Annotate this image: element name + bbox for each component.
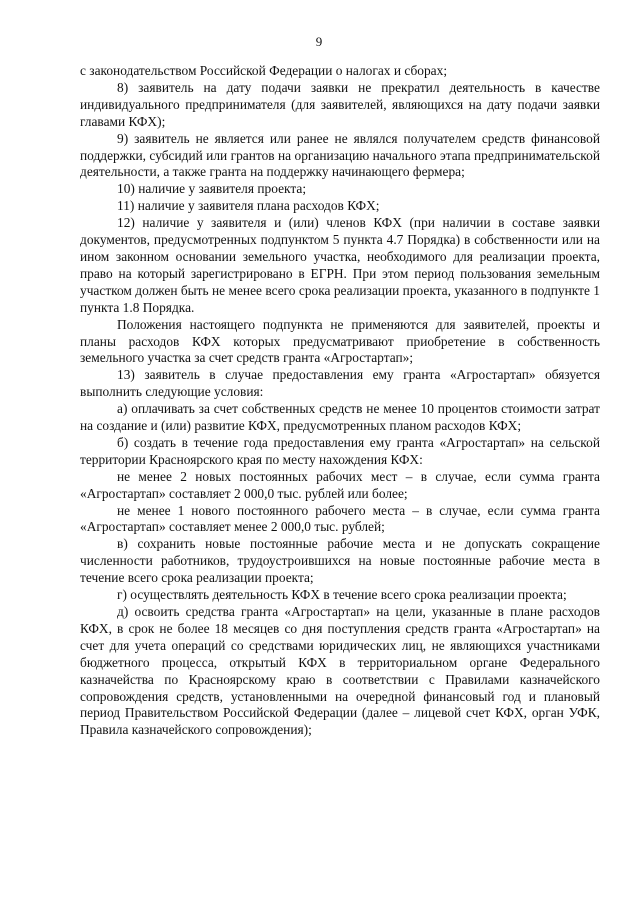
paragraph: 8) заявитель на дату подачи заявки не прекратил деятельность в качестве индивидуального предпринимателя (для заявителей, являющихся на дату подачи заявки главами КФХ);	[80, 79, 600, 129]
paragraph: 13) заявитель в случае предоставления ему гранта «Агростартап» обязуется выполнить следующие условия:	[80, 367, 600, 400]
paragraph: с законодательством Российской Федерации о налогах и сборах;	[80, 63, 448, 78]
paragraph: 12) наличие у заявителя и (или) членов КФХ (при наличии в составе заявки документов, предусмотренных подпунктом 5 пункта 4.7 Порядка) в собственности или на ином законном основании земельного участка, необходимого для реализации проекта, право на который зарегистрировано в ЕГРН. При этом период пользования земельным участком должен быть не менее всего срока реализации проекта, указанного в подпункте 1 пункта 1.8 Порядка.	[80, 215, 600, 315]
paragraph: не менее 1 нового постоянного рабочего места – в случае, если сумма гранта «Агростартап» составляет менее 2 000,0 тыс. рублей;	[80, 502, 600, 535]
paragraph: в) сохранить новые постоянные рабочие места и не допускать сокращение численности работников, трудоустроившихся на новые постоянные рабочие места в течение всего срока реализации проекта;	[80, 536, 600, 586]
paragraph: 11) наличие у заявителя плана расходов КФХ;	[117, 198, 380, 214]
paragraph: 10) наличие у заявителя проекта;	[117, 181, 307, 197]
paragraph: б) создать в течение года предоставления ему гранта «Агростартап» на сельской территории Красноярского края по месту нахождения КФХ:	[80, 434, 600, 467]
paragraph: Положения настоящего подпункта не применяются для заявителей, проекты и планы расходов КФХ которых предусматривают приобретение в собственность земельного участка за счет средств гранта «Агростартап»;	[80, 316, 600, 366]
paragraph: д) освоить средства гранта «Агростартап» на цели, указанные в плане расходов КФХ, в срок не более 18 месяцев со дня поступления средств гранта «Агростартап» на счет для учета операций со средствами юридических лиц, не являющихся участниками бюджетного процесса, открытый КФХ в территориальном органе Федерального казначейства по Красноярскому краю в соответствии с Правилами казначейского сопровождения средств, установленными на очередной финансовый год и плановый период Правительством Российской Федерации (далее – лицевой счет КФХ, орган УФК, Правила казначейского сопровождения);	[80, 604, 600, 738]
paragraph: г) осуществлять деятельность КФХ в течение всего срока реализации проекта;	[117, 587, 567, 603]
document-body	[80, 63, 600, 739]
paragraph: 9) заявитель не является или ранее не являлся получателем средств финансовой поддержки, субсидий или грантов на организацию начального этапа предпринимательской деятельности, а также гранта на поддержку начинающего фермера;	[80, 130, 600, 180]
page-number: 9	[315, 34, 323, 49]
paragraph: а) оплачивать за счет собственных средств не менее 10 процентов стоимости затрат на создание и (или) развитие КФХ, предусмотренных планом расходов КФХ;	[80, 401, 600, 434]
paragraph: не менее 2 новых постоянных рабочих мест – в случае, если сумма гранта «Агростартап» составляет 2 000,0 тыс. рублей или более;	[80, 468, 600, 501]
